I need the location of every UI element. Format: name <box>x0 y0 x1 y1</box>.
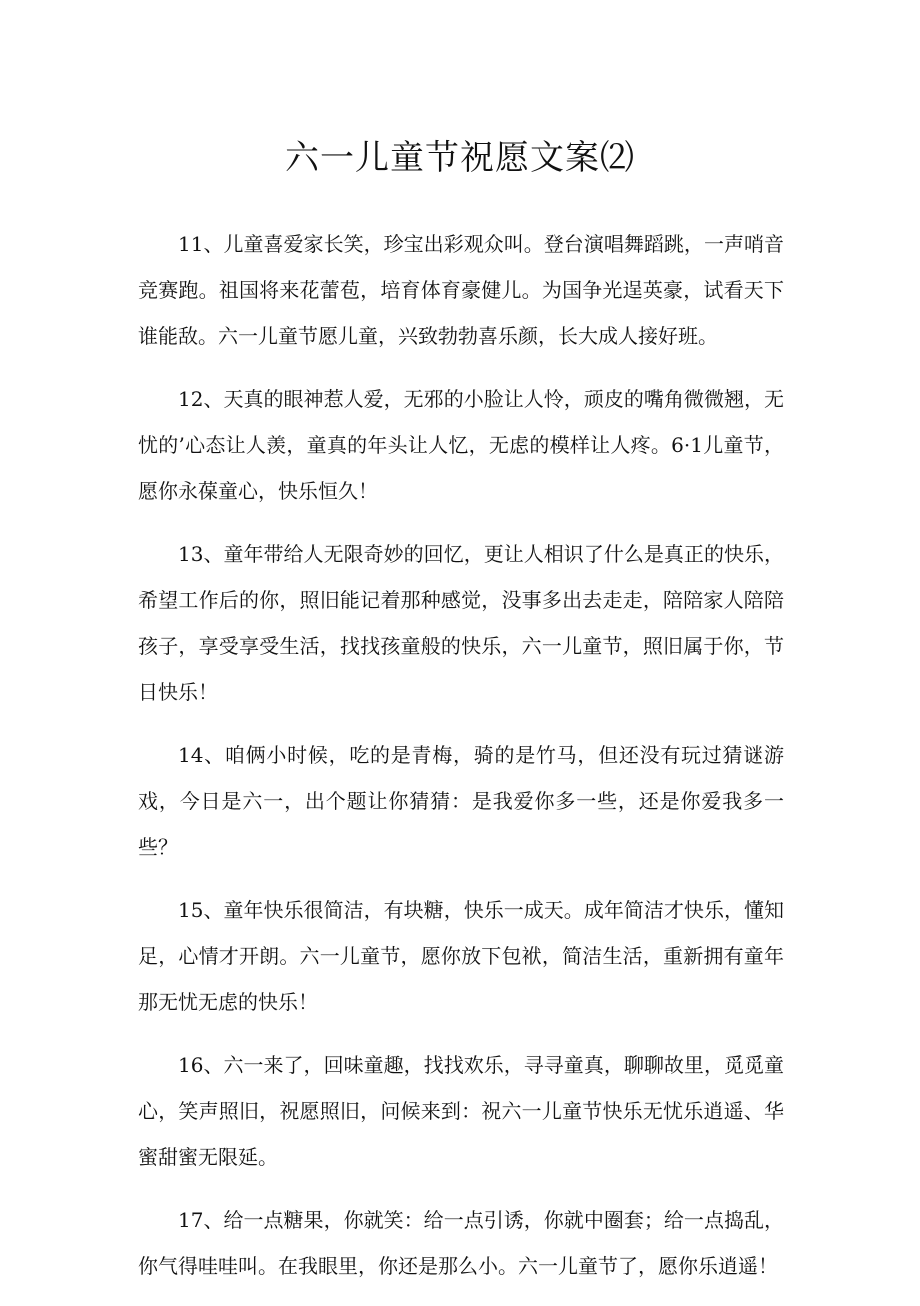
paragraph-16: 16、六一来了，回味童趣，找找欢乐，寻寻童真，聊聊故里，觅觅童心，笑声照旧，祝愿照旧，问候来到：祝六一儿童节快乐无忧乐逍遥、华蜜甜蜜无限延。 <box>138 1053 784 1169</box>
paragraph-12: 12、天真的眼神惹人爱，无邪的小脸让人怜，顽皮的嘴角微微翘，无忧的’心态让人羡，童真的年头让人忆，无虑的模样让人疼。6·1儿童节，愿你永葆童心，快乐恒久！ <box>138 387 784 503</box>
paragraph-14: 14、咱俩小时候，吃的是青梅，骑的是竹马，但还没有玩过猜谜游戏，今日是六一，出个题让你猜猜：是我爱你多一些，还是你爱我多一些？ <box>138 743 784 859</box>
paragraph-15: 15、童年快乐很简洁，有块糖，快乐一成天。成年简洁才快乐，懂知足，心情才开朗。六一儿童节，愿你放下包袱，简洁生活，重新拥有童年那无忧无虑的快乐！ <box>138 898 784 1014</box>
document-title: 六一儿童节祝愿文案⑵ <box>285 138 635 178</box>
paragraph-17: 17、给一点糖果，你就笑：给一点引诱，你就中圈套；给一点捣乱，你气得哇哇叫。在我眼里，你还是那么小。六一儿童节了，愿你乐逍遥！ <box>138 1208 784 1278</box>
paragraph-13: 13、童年带给人无限奇妙的回忆，更让人相识了什么是真正的快乐，希望工作后的你，照旧能记着那种感觉，没事多出去走走，陪陪家人陪陪孩子，享受享受生活，找找孩童般的快乐，六一儿童节，照旧属于你，节日快乐！ <box>138 542 784 704</box>
document-body <box>138 221 784 1306</box>
paragraph-11: 11、儿童喜爱家长笑，珍宝出彩观众叫。登台演唱舞蹈跳，一声哨音竞赛跑。祖国将来花蕾苞，培育体育豪健儿。为国争光逞英豪，试看天下谁能敌。六一儿童节愿儿童，兴致勃勃喜乐颜，长大成人接好班。 <box>138 232 784 348</box>
